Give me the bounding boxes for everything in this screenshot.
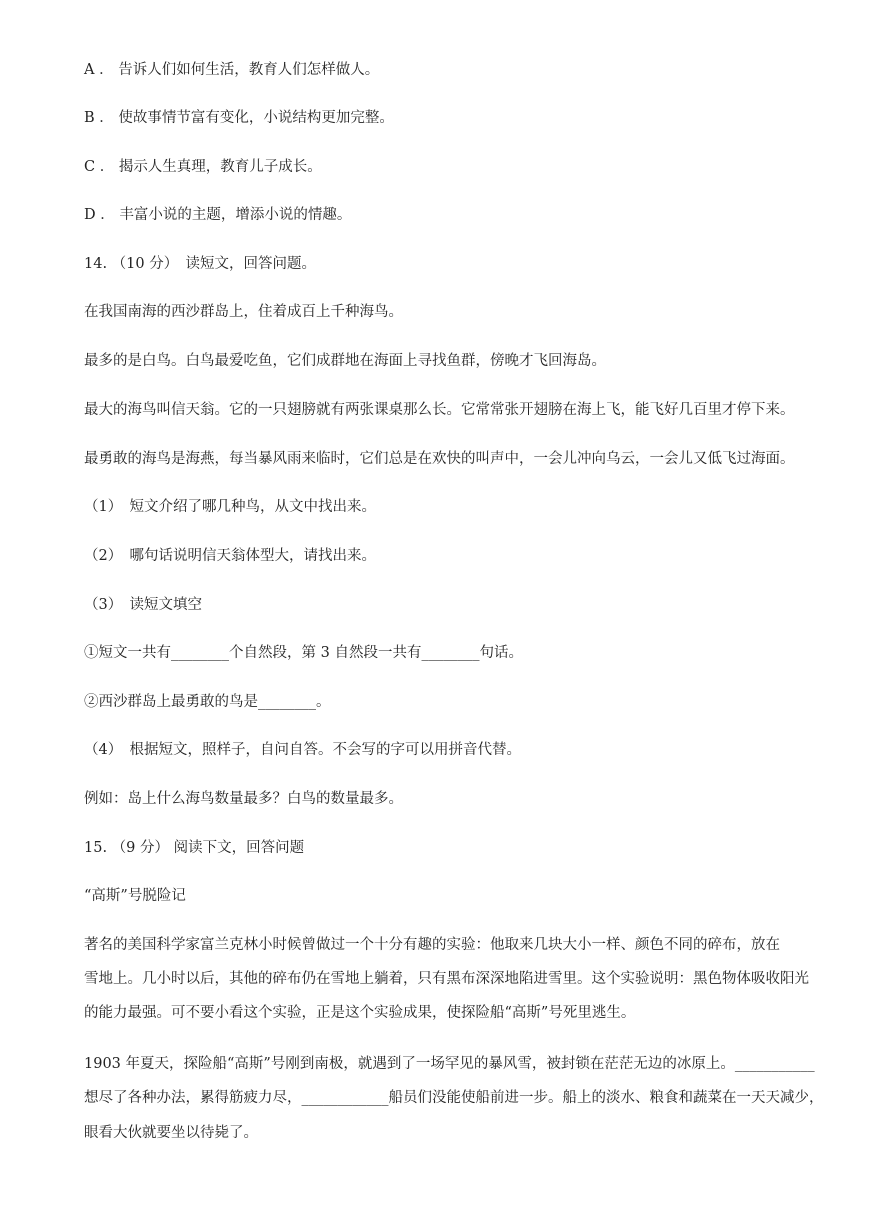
article-title: “高斯”号脱险记 [84,888,186,904]
option-d: D ． 丰富小说的主题，增添小说的情趣。 [84,207,352,223]
passage-line: 最多的是白鸟。白鸟最爱吃鱼，它们成群地在海面上寻找鱼群，傍晚才飞回海岛。 [84,353,606,369]
sub-question-2: （2） 哪句话说明信天翁体型大，请找出来。 [84,548,376,564]
question-15-header: 15. （9 分） 阅读下文，回答问题 [84,840,305,856]
sub-question-1: （1） 短文介绍了哪几种鸟，从文中找出来。 [84,499,376,515]
example-line: 例如：岛上什么海鸟数量最多？白鸟的数量最多。 [84,791,403,807]
passage-line: 最大的海鸟叫信天翁。它的一只翅膀就有两张课桌那么长。它常常张开翅膀在海上飞，能飞好几百里才停下来。 [84,402,795,418]
fill-in-blank-2: ②西沙群岛上最勇敢的鸟是________。 [84,694,331,710]
question-14-header: 14. （10 分） 读短文，回答问题。 [84,256,316,272]
sub-question-3: （3） 读短文填空 [84,597,202,613]
option-a: A ． 告诉人们如何生活，教育人们怎样做人。 [84,62,380,78]
option-c: C ． 揭示人生真理，教育儿子成长。 [84,159,322,175]
fill-in-blank-1: ①短文一共有________个自然段，第 3 自然段一共有________句话。 [84,645,523,661]
option-b: B ． 使故事情节富有变化，小说结构更加完整。 [84,110,394,126]
article-line: 雪地上。几小时以后，其他的碎布仍在雪地上躺着，只有黑布深深地陷进雪里。这个实验说明：黑色物体吸收阳光 [84,971,809,987]
passage-line: 在我国南海的西沙群岛上，住着成百上千种海鸟。 [84,304,403,320]
article-line: 著名的美国科学家富兰克林小时候曾做过一个十分有趣的实验：他取来几块大小一样、颜色不同的碎布，放在 [84,937,780,953]
article-line: 的能力最强。可不要小看这个实验，正是这个实验成果，使探险船“高斯”号死里逃生。 [84,1005,636,1021]
article-line: 眼看大伙就要坐以待毙了。 [84,1125,258,1141]
article-line: 1903 年夏天，探险船“高斯”号刚到南极，就遇到了一场罕见的暴风雪，被封锁在茫茫无边的冰原上。___________ [84,1056,815,1072]
article-line: 想尽了各种办法，累得筋疲力尽，____________船员们没能使船前进一步。船上的淡水、粮食和蔬菜在一天天减少， [84,1090,824,1106]
passage-line: 最勇敢的海鸟是海燕，每当暴风雨来临时，它们总是在欢快的叫声中，一会儿冲向乌云，一会儿又低飞过海面。 [84,451,795,467]
sub-question-4: （4） 根据短文，照样子，自问自答。不会写的字可以用拼音代替。 [84,742,521,758]
